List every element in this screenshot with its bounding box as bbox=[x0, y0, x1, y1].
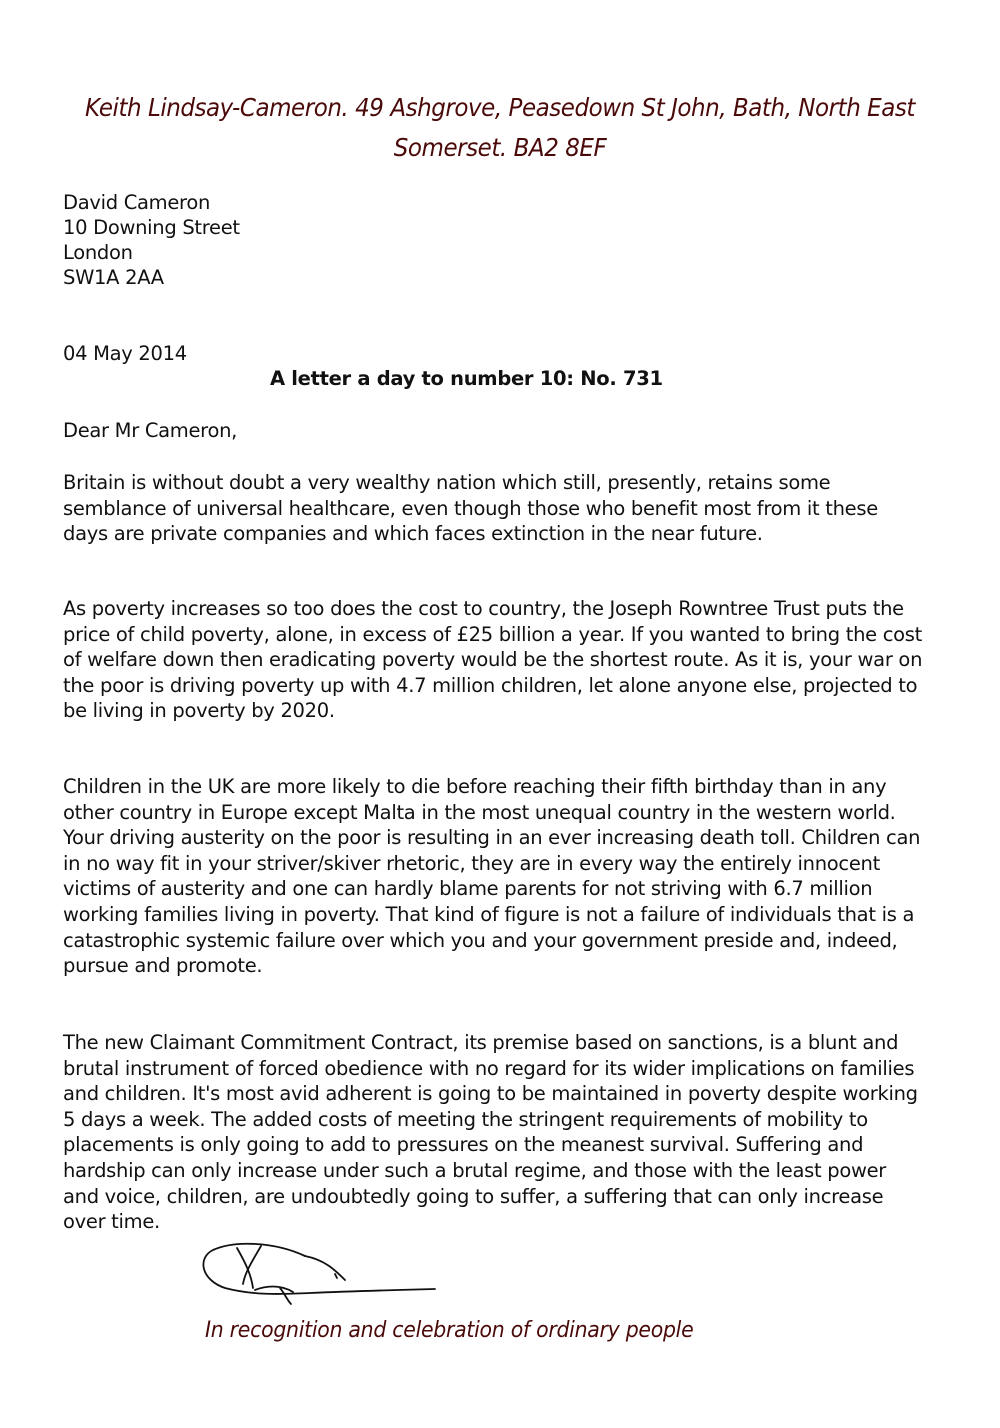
letter-date: 04 May 2014 bbox=[63, 342, 187, 365]
body-paragraph-1: Britain is without doubt a very wealthy nation which still, presently, retains some semblance of universal healthcare, even though those who benefit most from it these days are private companies and which faces extinction in the near future. bbox=[63, 471, 878, 546]
body-paragraph-3: Children in the UK are more likely to die before reaching their fifth birthday than in any other country in Europe except Malta in the most unequal country in the western world. Your driving austerity on the poor is resulting in an ever increasing death toll. Children can in no way fit in your striver/skiver rhetoric, they are in every way the entirely innocent victims of austerity and one can hardly blame parents for not striving with 6.7 million working families living in poverty. That kind of figure is not a failure of individuals that is a catastrophic systemic failure over which you and your government preside and, indeed, pursue and promote. bbox=[63, 775, 921, 978]
body-paragraph-4: The new Claimant Commitment Contract, its premise based on sanctions, is a blunt and brutal instrument of forced obedience with no regard for its wider implications on families and children. It's most avid adherent is going to be maintained in poverty despite working 5 days a week. The added costs of meeting the stringent requirements of mobility to placements is only going to add to pressures on the meanest survival. Suffering and hardship can only increase under such a brutal regime, and those with the least power and voice, children, are undoubtedly going to suffer, a suffering that can only increase over time. bbox=[63, 1031, 918, 1234]
salutation: Dear Mr Cameron, bbox=[63, 419, 238, 442]
body-paragraph-2: As poverty increases so too does the cost to country, the Joseph Rowntree Trust puts the price of child poverty, alone, in excess of £25 billion a year. If you wanted to bring the cost of welfare down then eradicating poverty would be the shortest route. As it is, your war on the poor is driving poverty up with 4.7 million children, let alone anyone else, projected to be living in poverty by 2020. bbox=[63, 597, 923, 723]
letter-reference-title: A letter a day to number 10: No. 731 bbox=[270, 367, 663, 390]
letterhead bbox=[77, 88, 923, 168]
recipient-postcode: SW1A 2AA bbox=[63, 266, 164, 289]
letterhead-address-line-1: Keith Lindsay-Cameron. 49 Ashgrove, Peasedown St John, Bath, North East bbox=[85, 93, 915, 122]
letterhead-address-line-2: Somerset. BA2 8EF bbox=[393, 133, 607, 162]
footer-tagline: In recognition and celebration of ordinary people bbox=[205, 1318, 694, 1343]
handwritten-signature-icon bbox=[195, 1238, 445, 1308]
recipient-name: David Cameron bbox=[63, 191, 211, 214]
recipient-city: London bbox=[63, 241, 133, 264]
recipient-address bbox=[63, 190, 240, 290]
recipient-street: 10 Downing Street bbox=[63, 216, 240, 239]
